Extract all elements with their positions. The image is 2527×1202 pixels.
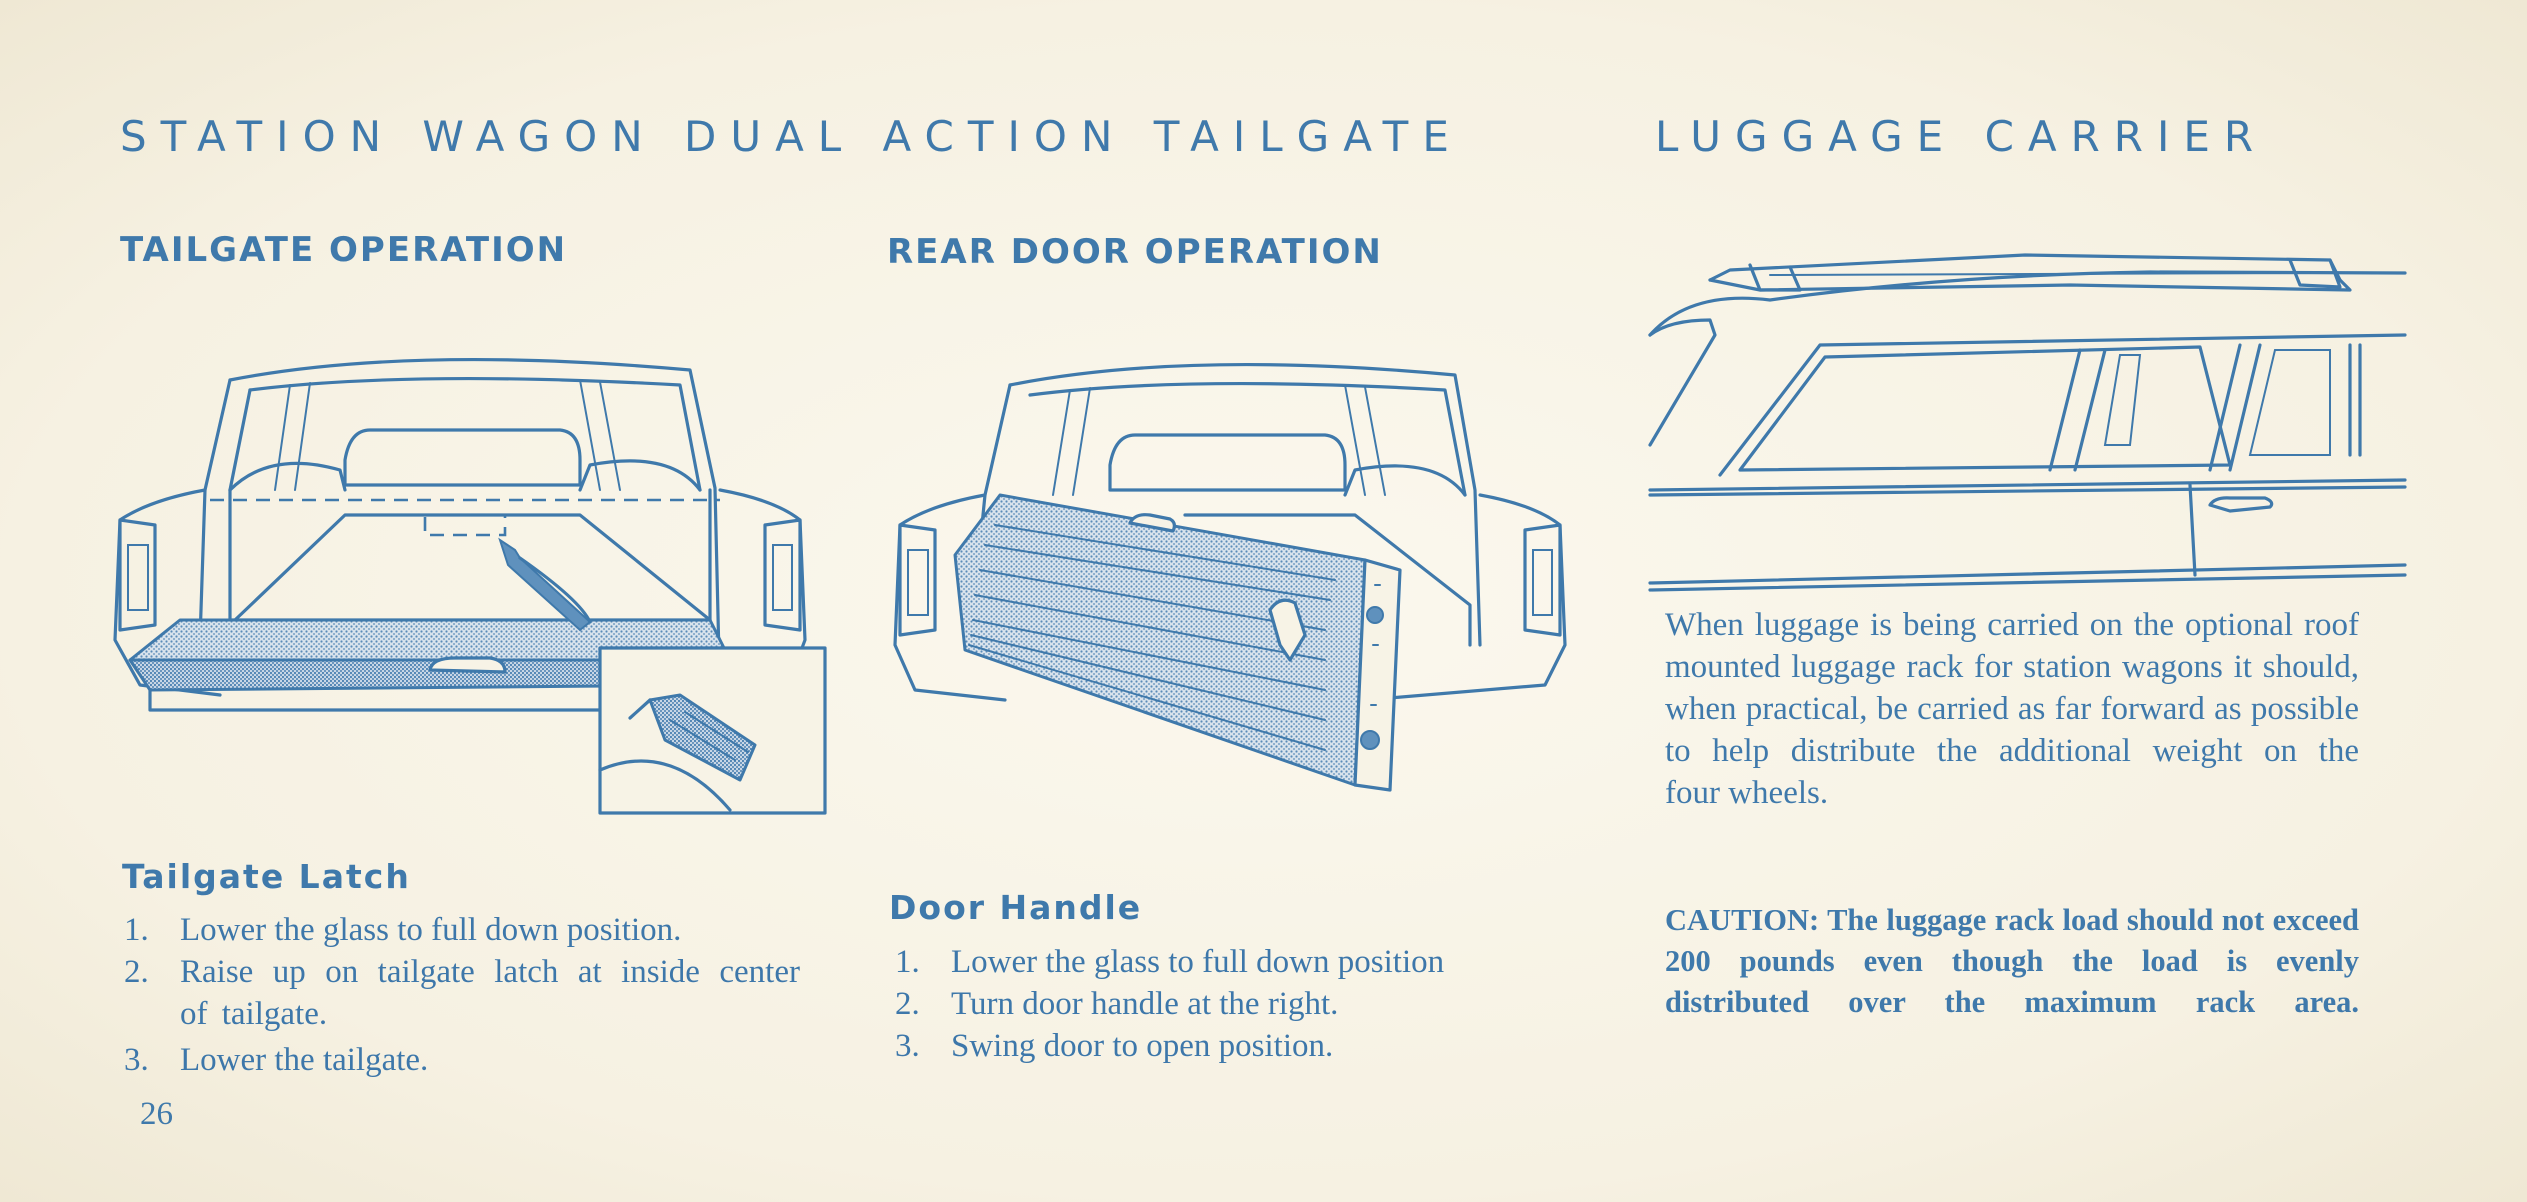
section-title-tailgate: STATION WAGON DUAL ACTION TAILGATE xyxy=(120,112,1463,161)
luggage-rack-illustration xyxy=(1650,245,2410,595)
luggage-carrier-paragraph xyxy=(1665,604,2359,814)
door-handle-heading: Door Handle xyxy=(889,888,1143,927)
step-text: Lower the tailgate. xyxy=(180,1042,429,1078)
step-text: Lower the glass to full down position. xyxy=(180,912,682,948)
tailgate-steps-list xyxy=(124,909,819,1081)
step-number: 3. xyxy=(895,1028,920,1064)
step-text: Lower the glass to full down position xyxy=(951,944,1445,980)
step-number: 1. xyxy=(895,944,920,980)
rear-door-operation-heading: REAR DOOR OPERATION xyxy=(887,232,1383,272)
list-item xyxy=(124,1039,819,1081)
section-title-luggage-carrier: LUGGAGE CARRIER xyxy=(1655,112,2268,161)
step-number: 1. xyxy=(124,912,149,948)
rear-door-open-illustration xyxy=(885,345,1585,795)
tailgate-latch-heading: Tailgate Latch xyxy=(122,857,411,896)
paragraph-body: When luggage is being carried on the optional roof mounted luggage rack for station wagons it should, when practical, be carried as far forward as possible to help distribute the additional weight on the xyxy=(1665,607,2359,769)
step-text: Turn door handle at the right. xyxy=(951,986,1339,1022)
tailgate-lowered-illustration xyxy=(110,340,830,820)
paragraph-last-line: four wheels. xyxy=(1665,775,1829,811)
step-number: 2. xyxy=(895,986,920,1022)
step-number: 3. xyxy=(124,1042,149,1078)
list-item xyxy=(895,941,1615,983)
list-item xyxy=(124,909,819,951)
tailgate-operation-heading: TAILGATE OPERATION xyxy=(120,230,568,270)
list-item xyxy=(895,983,1615,1025)
list-item xyxy=(895,1025,1615,1067)
step-text: Swing door to open position. xyxy=(951,1028,1334,1064)
page-number: 26 xyxy=(140,1096,173,1132)
step-text: Raise up on tailgate latch at inside center of tailgate. xyxy=(180,954,800,1032)
rear-door-steps-list xyxy=(895,941,1615,1067)
caution-note: CAUTION: The luggage rack load should not exceed 200 pounds even though the load is evenly distributed over the maximum rack area. xyxy=(1665,903,2359,1019)
list-item xyxy=(124,951,819,1035)
step-number: 2. xyxy=(124,954,149,990)
